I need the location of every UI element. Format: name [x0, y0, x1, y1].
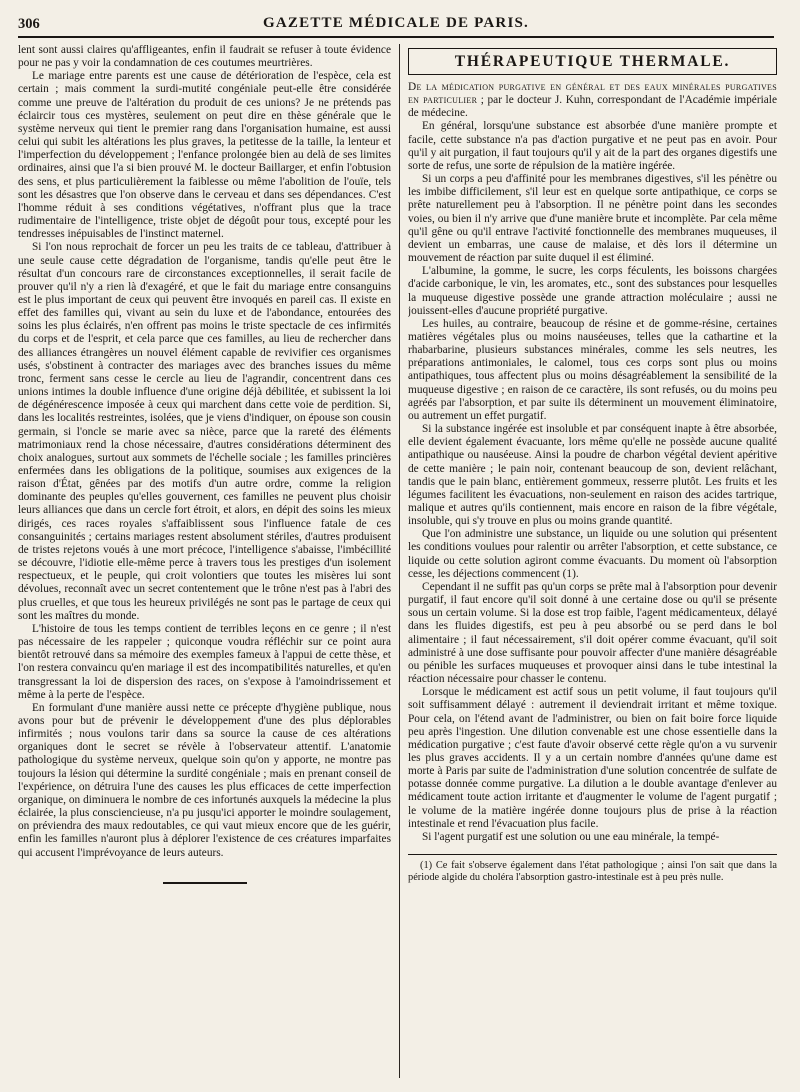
article-paragraph: En formulant d'une manière aussi nette ce précepte d'hygiène publique, nous avons pour but de prévenir le développement d'une des plus déplorables infirmités ; nous voulons tarir dans sa source la cause de ces altérations organiques dont le secret se révèle à l'observateur attentif. L'anatomie pathologique du système nerveux, quelque soin qu'on y apporte, ne montre pas toujours la lésion qui détermine la surdité congéniale ; mais en prenant conseil de l'expérience, on détruira l'une des causes les plus efficaces de cette imperfection organique, on diminuera le nombre de ces infortunés auxquels la médecine la plus éclairée, la plus consciencieuse, n'a pu jusqu'ici apporter le moindre soulagement, on préviendra des maux redoutables, ce qui vaut mieux encore que de les guérir, enfin les familles n'auront plus à déplorer l'existence de ces créatures imparfaites qui accusent l'imprévoyance de leurs auteurs. [18, 701, 391, 859]
column-divider [399, 44, 400, 1078]
article-paragraph: Que l'on administre une substance, un liquide ou une solution qui présentent les conditions voulues pour ralentir ou arrêter l'absorption, et cette substance, ce liquide ou cette solution agiront comme évacuants. Du moment où l'absorption cesse, les déjections commencent (1). [408, 528, 777, 580]
article-paragraph: L'albumine, la gomme, le sucre, les corps féculents, les boissons chargées d'acide carbonique, le vin, les aromates, etc., sont des substances pour lesquelles la muqueuse digestive possède une grande attraction moléculaire ; aussi ne jouissent-elles d'aucune propriété purgative. [408, 265, 777, 317]
article-paragraph: Cependant il ne suffit pas qu'un corps se prête mal à l'absorption pour devenir purgatif, il faut encore qu'il soit donné à une certaine dose ou qu'il se présente sous un certain volume. Si la dose est trop faible, l'agent médicamenteux, délayé dans les fluides digestifs, est peu à peu absorbé ou se perd dans le bol alimentaire ; il faut nécessairement, s'il doit opérer comme évacuant, qu'il soit administré à une dose suffisante pour pouvoir affecter d'une manière désagréable ou pénible les surfaces muqueuses et provoquer ainsi dans le tube intestinal la réaction nécessaire pour chasser le contenu. [408, 580, 777, 686]
running-head: GAZETTE MÉDICALE DE PARIS. [263, 15, 529, 31]
page-number: 306 [18, 16, 40, 32]
page-header [18, 14, 774, 38]
left-column [18, 44, 391, 1084]
footnote-rule [408, 854, 777, 855]
article-paragraph: Si un corps a peu d'affinité pour les membranes digestives, s'il les pénètre ou les imbibe difficilement, s'il leur est en quelque sorte antipathique, ce corps se prête naturellement peu à l'absorption. Il ne pénètre point dans les secondes voies, ou bien il n'y arrive que d'une manière brute et incomplète. Par cela même qu'il gêne ou qu'il entrave l'activité fonctionnelle des membranes muqueuses, il devient un embarras, une cause de malaise, et dès lors il détermine un mouvement de réaction par suite duquel il est éliminé. [408, 173, 777, 265]
article-paragraph: Les huiles, au contraire, beaucoup de résine et de gomme-résine, certaines matières végétales plus ou moins nauséeuses, telles que la cathartine et la rhabarbarine, plusieurs substances minérales, comme les sels neutres, les préparations antimoniales, le calomel, tous ces corps sont plus ou moins antipathiques, tous affectent plus ou moins désagréablement la sensibilité de la muqueuse digestive ; en raison de ce caractère, ils sont refusés, ou du moins peu agréés par l'absorption, et par suite ils déterminent un mouvement éliminatoire, ou autrement un effet purgatif. [408, 317, 777, 422]
section-title: THÉRAPEUTIQUE THERMALE. [408, 48, 777, 75]
article-title-caps: De la médication purgative en général et des eaux minérales purgatives en particulier [408, 81, 777, 107]
article-title [408, 81, 777, 120]
article-byline: ; par le docteur J. Kuhn, correspondant de l'Académie impériale de médecine. [408, 94, 777, 120]
article-paragraph: L'histoire de tous les temps contient de terribles leçons en ce genre ; il n'est pas nécessaire de les rappeler ; quiconque voudra réfléchir sur ce point aura bientôt retrouvé dans sa mémoire des exemples fameux à l'appui de cette thèse, et l'on restera convaincu qu'en mariage il est des incompatibilités naturelles, et qu'en transgressant la loi de dispersion des races, on s'expose à l'amoindrissement et même à la perte de l'espèce. [18, 622, 391, 701]
article-paragraph: En général, lorsqu'une substance est absorbée d'une manière prompte et facile, cette substance n'a pas d'action purgative et ne peut pas en avoir. Pour qu'il y ait purgation, il faut toujours qu'il y ait de la part des organes digestifs une sorte de refus, une sorte de répulsion de la matière ingérée. [408, 120, 777, 172]
article-paragraph: Le mariage entre parents est une cause de détérioration de l'espèce, cela est certain ; mais comment la surdi-mutité congéniale peut-elle être considérée comme une preuve de l'altération du produit de ces unions? Je ne prétends pas éclaircir tous ces mystères, seulement on peut dire en thèse générale que le système nerveux qui tient le premier rang dans l'organisation humaine, est aussi celui qui subit les altérations les plus graves, la petitesse de la taille, la lenteur et l'imperfection du développement ; l'enfance prolongée bien au delà de ses limites ordinaires, ainsi que l'a si bien prouvé M. le docteur Baillarger, et enfin l'obtusion des sens, et plus particulièrement la faiblesse ou même l'abolition de l'ouïe, tels sont les désastres que l'on observe dans le cerveau et dans ses dépendances. C'est l'homme réduit à ses conditions végétatives, n'offrant plus que la trace rudimentaire de l'intelligence, triste objet de dégoût pour tous, excepté pour les tendresses inépuisables de l'instinct maternel. [18, 70, 391, 241]
footnote: (1) Ce fait s'observe également dans l'état pathologique ; ainsi l'on sait que dans la période algide du choléra l'absorption gastro-intestinale est à peu près nulle. [408, 860, 777, 884]
article-paragraph: Si l'agent purgatif est une solution ou une eau minérale, la tempé- [422, 830, 720, 843]
article-paragraph: Si la substance ingérée est insoluble et par conséquent inapte à être absorbée, elle devient également évacuante, lors même qu'elle ne possède aucune qualité antipathique ou nauséeuse. Ainsi la poudre de charbon végétal devient apéritive de cette manière ; le pain noir, contenant beaucoup de son, devient relâchant, tandis que le pain blanc, entièrement gommeux, resserre plutôt. Les fruits et les légumes facilitent les évacuations, non-seulement en raison des acides tartrique, malique et autres qu'ils contiennent, mais encore en raison de la fibre végétale, insoluble, qui s'y trouve en plus ou moins grande quantité. [408, 423, 777, 528]
article-paragraph: lent sont aussi claires qu'affligeantes, enfin il faudrait se refuser à toute évidence pour ne pas y voir la condamnation de ces coutumes meurtrières. [18, 44, 391, 70]
right-column [408, 44, 777, 1084]
end-of-article-rule [163, 882, 247, 884]
article-paragraph: Lorsque le médicament est actif sous un petit volume, il faut toujours qu'il soit suffisamment délayé : autrement il deviendrait irritant et même toxique. Pour cela, on l'étend avant de l'administrer, ou bien on fait boire force liquide peu après l'ingestion. Une dilution convenable est une chose essentielle dans la médication purgative ; c'est faute d'avoir observé cette règle qu'on a vu survenir les plus graves accidents. Il y a un certain nombre d'années qu'une dame est morte à Paris par suite de l'administration d'une solution concentrée de sulfate de potasse donnée comme purgative. La dilution a le double avantage d'enlever au médicament toute action irritante et d'augmenter le volume de l'agent purgatif ; le volume de la matière ingérée donne toujours plus de prise à la réaction intestinale et rend l'évacuation plus facile. [408, 686, 777, 830]
article-paragraph: Si l'on nous reprochait de forcer un peu les traits de ce tableau, d'attribuer à une seule cause cette dégradation de l'organisme, tandis qu'elle peut être le résultat d'un concours rare de circonstances exceptionnelles, il serait facile de prouver qu'il n'y a rien là d'exagéré, et que le fait du mariage entre consanguins est le plus important de ceux qui peuvent être invoqués en pareil cas. Il existe en effet des familles qui, vivant au sein du luxe et de l'abondance, entourées des soins les plus éclairés, n'en offrent pas moins le triste spectacle de ces infirmités du corps et de l'esprit, et cela parce que ces familles, au lieu de rechercher dans des alliances étrangères un nouvel élément capable de revivifier ces organismes usés, s'obstinent à contracter des mariages avec des branches issues du même tronc, ferment sans cesse le cercle au lieu de l'agrandir, concentrent dans ces unions intimes la double influence d'une origine déjà débilitée, et subissent la loi de dégénérescence imposée à ceux qui marchent dans cette voie de perdition. Si, dans les localités restreintes, isolées, que je viens d'indiquer, on épouse son cousin germain, si l'oncle se marie avec sa nièce, parce que la rareté des éléments matrimoniaux rend la chose nécessaire, d'autres considérations déterminent des choix analogues, surtout aux sommets de l'échelle sociale ; les familles princières enfermées dans les obligations de la politique, soumises aux exigences de la raison d'État, gênées par des motifs d'un autre ordre, comme la religion dominante des peuples qu'elles gouvernent, ces familles ne peuvent plus choisir leurs alliances que dans un cercle fort étroit, et alors, en dépit des soins les mieux dirigés, ces races royales s'affaiblissent sous l'influence fatale de ces consanguinités ; certains mariages restent absolument stériles, d'autres produisent de tristes rejetons voués à une mort précoce, l'intelligence s'abaisse, l'imbécillité se découvre, l'idiotie elle-même perce à travers tous les prestiges d'un isolement respectueux, et le peuple, qui croit volontiers que toutes les misères lui sont dévolues, reconnaît avec un secret contentement que le trône n'est pas à l'abri des plus cruelles, et que tous les heureux privilégés ne sont pas le partage de ceux qui sont les maîtres du monde. [18, 241, 391, 622]
